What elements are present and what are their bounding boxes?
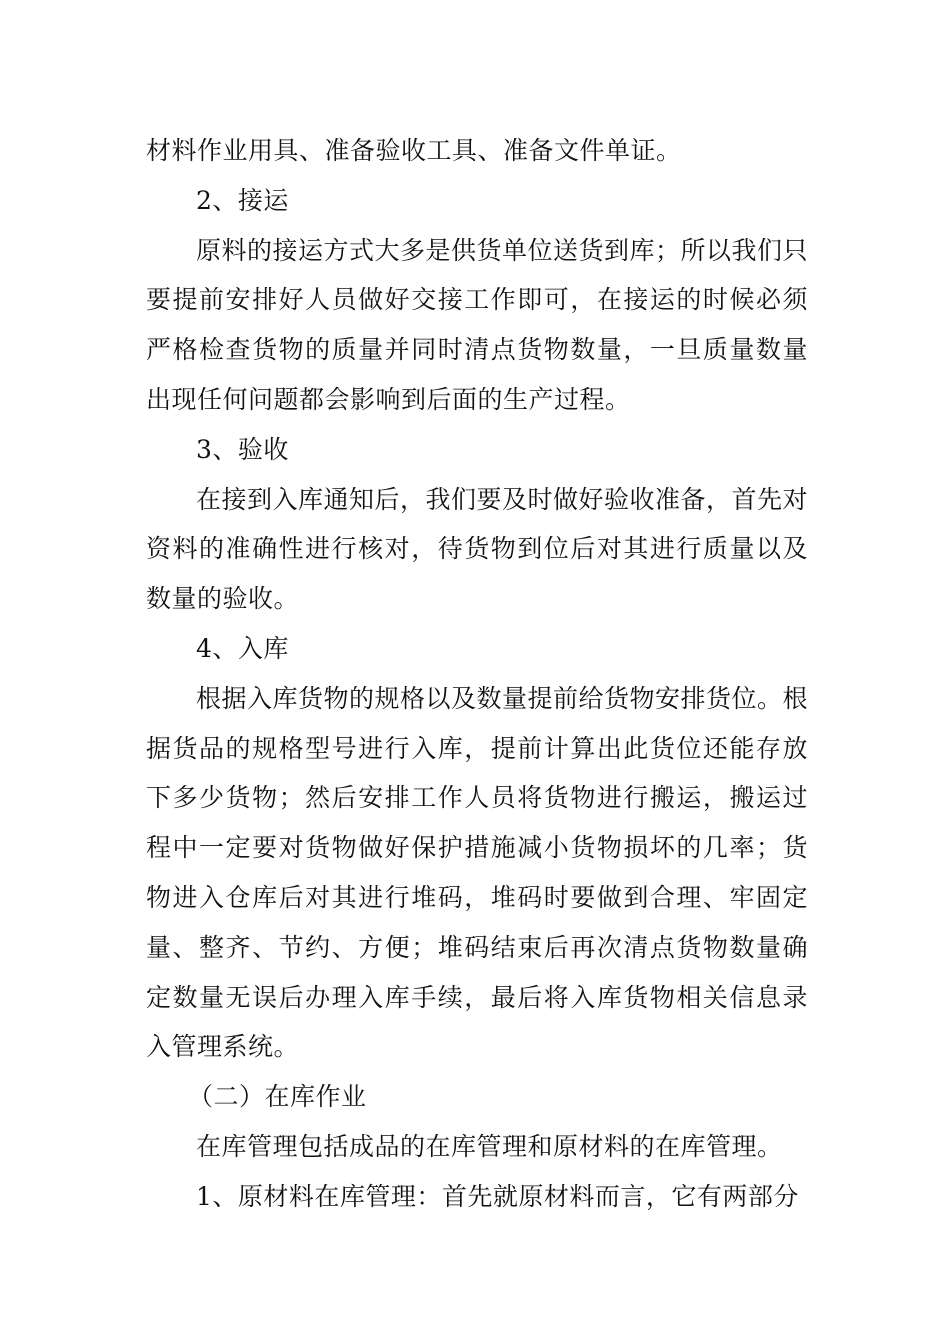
section-heading-inspection: 3、验收 bbox=[196, 434, 289, 464]
section-heading-receiving-transport: 2、接运 bbox=[196, 185, 289, 215]
paragraph-warehousing: 根据入库货物的规格以及数量提前给货物安排货位。根据货品的规格型号进行入库，提前计算出此货位还能存放下多少货物；然后安排工作人员将货物进行搬运，搬运过程中一定要对货物做好保护措施减小货物损坏的几率；货物进入仓库后对其进行堆码，堆码时要做到合理、牢固定量、整齐、节约、方便；堆码结束后再次清点货物数量确定数量无误后办理入库手续，最后将入库货物相关信息录入管理系统。 bbox=[146, 683, 809, 1062]
paragraph-receiving-transport: 原料的接运方式大多是供货单位送货到库；所以我们只要提前安排好人员做好交接工作即可，在接运的时候必须严格检查货物的质量并同时清点货物数量，一旦质量数量出现任何问题都会影响到后面的生产过程。 bbox=[146, 235, 809, 414]
paragraph-inspection: 在接到入库通知后，我们要及时做好验收准备，首先对资料的准确性进行核对，待货物到位后对其进行质量以及数量的验收。 bbox=[146, 484, 809, 614]
paragraph-raw-material-management: 1、原材料在库管理：首先就原材料而言，它有两部分 bbox=[196, 1181, 799, 1211]
paragraph-continuation: 材料作业用具、准备验收工具、准备文件单证。 bbox=[146, 136, 682, 165]
document-body bbox=[146, 126, 808, 1222]
section-heading-warehousing: 4、入库 bbox=[196, 633, 289, 663]
paragraph-in-stock-overview: 在库管理包括成品的在库管理和原材料的在库管理。 bbox=[196, 1131, 783, 1161]
section-heading-in-stock-operations: （二）在库作业 bbox=[188, 1082, 367, 1112]
